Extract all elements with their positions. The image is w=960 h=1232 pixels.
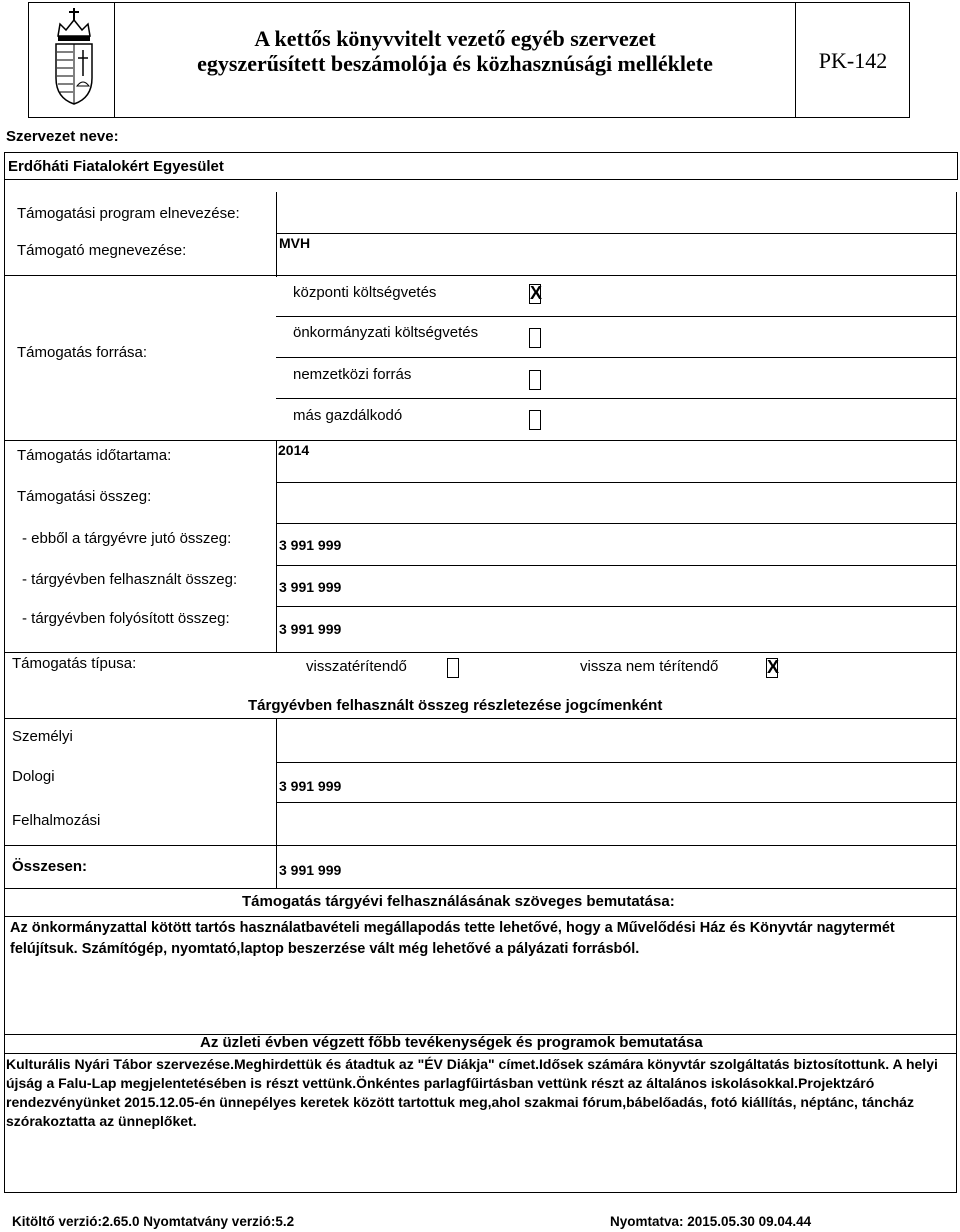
source-option-label: önkormányzati költségvetés xyxy=(293,324,479,341)
paid-amount-value: 3 991 999 xyxy=(279,621,342,637)
type-nonrefundable-checkbox[interactable]: X xyxy=(767,657,780,677)
source-option-label: központi költségvetés xyxy=(293,284,437,301)
grid-hline xyxy=(276,523,956,524)
grid-hline xyxy=(276,316,956,317)
duration-value: 2014 xyxy=(278,442,310,458)
source-option-label: nemzetközi forrás xyxy=(293,366,412,383)
grid-vline-2 xyxy=(276,440,277,652)
amount-label: Támogatási összeg: xyxy=(17,488,152,505)
breakdown-capital-label: Felhalmozási xyxy=(12,812,101,829)
source-checkbox-international[interactable] xyxy=(529,370,541,390)
duration-label: Támogatás időtartama: xyxy=(17,447,172,464)
grid-vline-1 xyxy=(276,192,277,277)
source-option-label: más gazdálkodó xyxy=(293,407,403,424)
type-label: Támogatás típusa: xyxy=(12,655,137,672)
grid-hline xyxy=(4,1192,957,1193)
year-amount-label: - ebből a tárgyévre jutó összeg: xyxy=(22,530,232,547)
form-title-line1: A kettős könyvvitelt vezető egyéb szervezet xyxy=(254,26,656,51)
grid-hline xyxy=(276,565,956,566)
form-code: PK-142 xyxy=(818,48,888,73)
supporter-value: MVH xyxy=(279,235,311,251)
form-left-border xyxy=(4,180,5,1192)
supporter-label: Támogató megnevezése: xyxy=(17,242,187,259)
source-checkbox-municipal[interactable] xyxy=(529,328,541,348)
usage-text: Az önkormányzattal kötött tartós használatbavételi megállapodás tette lehetővé, hogy a Művelődési Ház és Könyvtár nagytermét felújítsuk. Számítógép, nyomtató,laptop beszerzése vált még lehetővé a pályázati forrásból. xyxy=(10,920,895,957)
used-amount-value: 3 991 999 xyxy=(279,579,342,595)
grid-vline-3 xyxy=(276,718,277,888)
organization-label: Szervezet neve: xyxy=(6,128,119,145)
coat-of-arms-icon xyxy=(52,6,96,108)
grid-hline xyxy=(4,916,956,917)
grid-hline xyxy=(276,357,956,358)
program-name-label: Támogatási program elnevezése: xyxy=(17,205,240,222)
source-checkbox-central[interactable]: X xyxy=(530,283,543,303)
grid-hline xyxy=(4,440,956,441)
grid-hline xyxy=(276,398,956,399)
paid-amount-label: - tárgyévben folyósított összeg: xyxy=(22,610,230,627)
year-amount-value: 3 991 999 xyxy=(279,537,342,553)
footer-printed: Nyomtatva: 2015.05.30 09.04.44 xyxy=(610,1214,812,1229)
used-amount-label: - tárgyévben felhasznált összeg: xyxy=(22,571,238,588)
form-title-line2: egyszerűsített beszámolója és közhasznúsági melléklete xyxy=(197,51,713,76)
breakdown-total-label: Összesen: xyxy=(12,858,88,875)
grid-hline xyxy=(276,606,956,607)
usage-title: Támogatás tárgyévi felhasználásának szöveges bemutatása: xyxy=(242,893,675,910)
form-right-border xyxy=(956,192,957,1192)
type-refundable-label: visszatérítendő xyxy=(306,658,407,675)
grid-hline xyxy=(4,652,956,653)
grid-hline xyxy=(4,1053,956,1054)
type-refundable-checkbox[interactable] xyxy=(447,658,459,678)
grid-hline xyxy=(276,802,956,803)
breakdown-title: Tárgyévben felhasznált összeg részletezése jogcímenként xyxy=(248,697,663,714)
footer-version: Kitöltő verzió:2.65.0 Nyomtatvány verzió:5.2 xyxy=(12,1214,295,1229)
activities-title: Az üzleti évben végzett főbb tevékenységek és programok bemutatása xyxy=(200,1034,703,1051)
form-title xyxy=(115,26,795,76)
grid-hline xyxy=(4,845,956,846)
grid-hline xyxy=(4,275,956,276)
grid-hline xyxy=(276,482,956,483)
grid-hline xyxy=(276,233,956,234)
breakdown-material-value: 3 991 999 xyxy=(279,778,342,794)
grid-hline xyxy=(4,718,956,719)
grid-hline xyxy=(4,888,956,889)
breakdown-personal-label: Személyi xyxy=(12,728,73,745)
activities-text: Kulturális Nyári Tábor szervezése.Meghirdettük és átadtuk az "ÉV Diákja" címet.Idősek számára könyvtár szolgáltatás biztosítottunk. A helyi újság a Falu-Lap megjelentetésében is részt vettünk.Önkéntes parlagfűirtásban vettünk részt az általános iskolásokkal.Projektzáró rendezvényünket 2015.12.05-én ünnepélyes keretek között tartottuk meg,ahol szakmai fórum,bábelőadás, fotó kiállítás, néptánc, táncház szórakoztatta az ünneplőket. xyxy=(6,1056,938,1129)
type-nonrefundable-label: vissza nem térítendő xyxy=(580,658,719,675)
organization-name: Erdőháti Fiatalokért Egyesület xyxy=(8,158,224,175)
breakdown-total-value: 3 991 999 xyxy=(279,862,342,878)
source-label: Támogatás forrása: xyxy=(17,344,148,361)
breakdown-material-label: Dologi xyxy=(12,768,55,785)
source-checkbox-other-business[interactable] xyxy=(529,410,541,430)
grid-hline xyxy=(276,762,956,763)
